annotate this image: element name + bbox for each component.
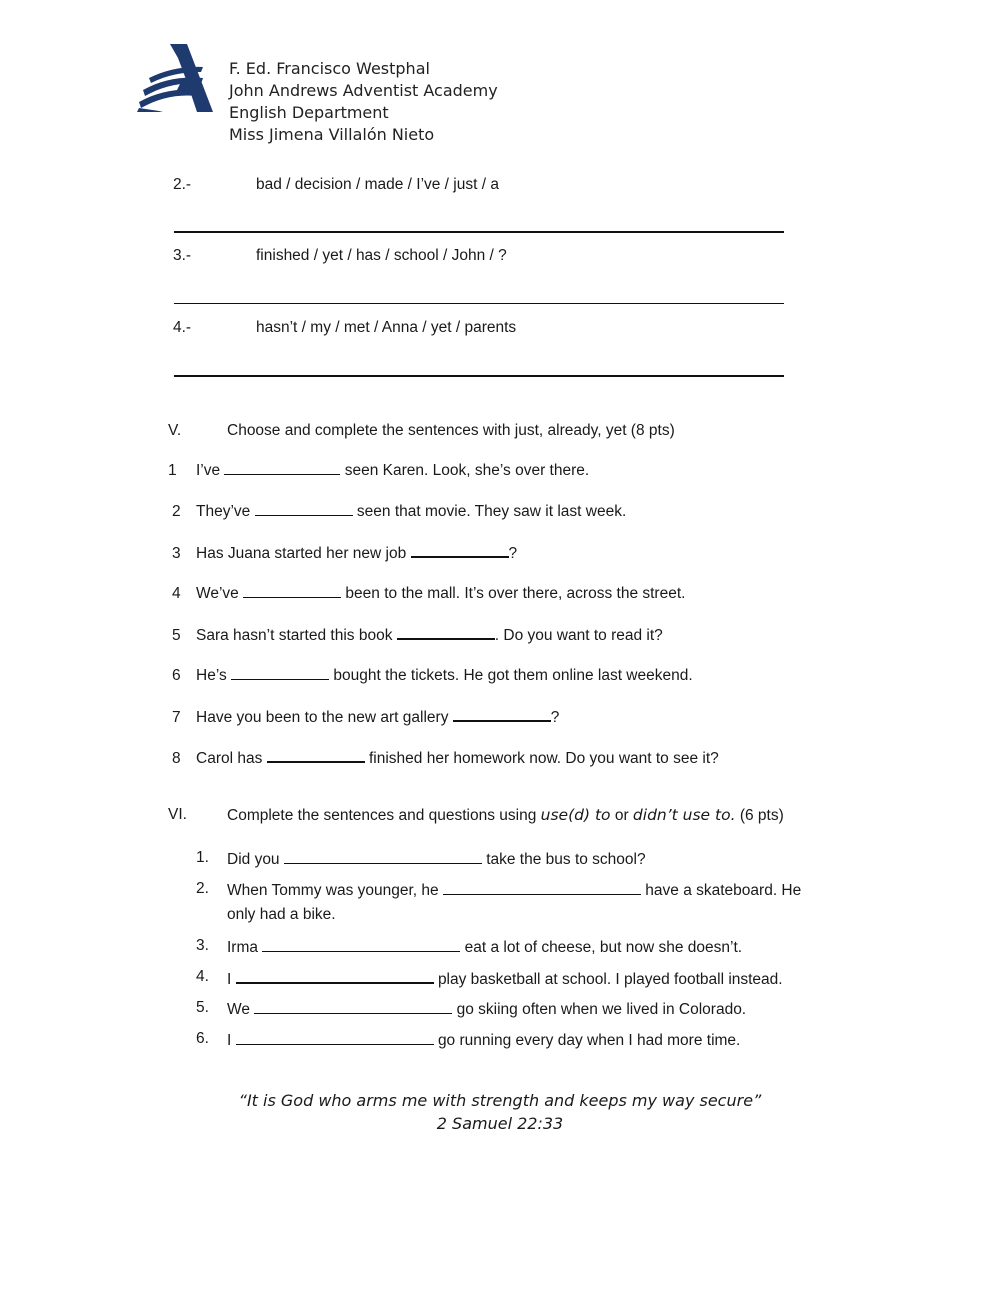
- sentence-start: Sara hasn’t started this book: [196, 627, 393, 644]
- sentence-start: Have you been to the new art gallery: [196, 709, 449, 726]
- section-vi-item-6: [196, 1030, 896, 1050]
- sentence-end: eat a lot of cheese, but now she doesn’t.: [464, 939, 743, 956]
- answer-line[interactable]: [174, 231, 784, 233]
- sentence-start: Did you: [227, 851, 280, 868]
- title-emphasis: use(d) to: [540, 806, 611, 824]
- section-v-item-7: [168, 706, 559, 727]
- quote-reference: 2 Samuel 22:33: [436, 1114, 564, 1133]
- fill-blank[interactable]: [443, 880, 641, 895]
- header-line: John Andrews Adventist Academy: [229, 81, 498, 100]
- section-vi-item-3: [196, 937, 896, 957]
- item-number: 4.-: [173, 319, 192, 336]
- sentence-end: bought the tickets. He got them online last weekend.: [333, 667, 693, 684]
- sentence-start: We’ve: [196, 585, 239, 602]
- item-number: 3: [172, 545, 181, 562]
- sentence-start: They’ve: [196, 503, 251, 520]
- section-title: Choose and complete the sentences with just, already, yet (8 pts): [227, 422, 675, 439]
- fill-blank[interactable]: [224, 460, 340, 475]
- section-number: VI.: [168, 806, 187, 823]
- header-line: Miss Jimena Villalón Nieto: [229, 125, 435, 144]
- fill-blank[interactable]: [411, 542, 509, 558]
- title-text: or: [610, 807, 633, 824]
- sentence-end: seen that movie. They saw it last week.: [356, 503, 627, 520]
- sentence-start: We: [227, 1001, 250, 1018]
- title-text: Complete the sentences and questions using: [227, 807, 541, 824]
- sentence-end: . Do you want to read it?: [494, 627, 663, 644]
- title-emphasis: didn’t use to.: [632, 806, 736, 824]
- fill-blank[interactable]: [236, 968, 434, 984]
- fill-blank[interactable]: [236, 1030, 434, 1045]
- fill-blank[interactable]: [284, 849, 482, 864]
- item-number: 3.: [196, 937, 209, 954]
- sentence-start: He’s: [196, 667, 227, 684]
- scrambled-words: finished / yet / has / school / John / ?: [256, 247, 507, 264]
- sentence-end: play basketball at school. I played football instead.: [437, 971, 783, 988]
- header-line: English Department: [229, 103, 389, 122]
- sentence-start: I: [227, 1032, 232, 1049]
- section-vi-item-2: [196, 880, 896, 926]
- fill-blank[interactable]: [255, 501, 353, 516]
- sentence-end: ?: [550, 709, 560, 726]
- fill-blank[interactable]: [397, 624, 495, 640]
- sentence-end: finished her homework now. Do you want to see it?: [368, 750, 719, 767]
- section-vi-item-1: [196, 849, 896, 869]
- sentence-end: been to the mall. It’s over there, across the street.: [345, 585, 686, 602]
- answer-line[interactable]: [174, 303, 784, 304]
- fill-blank[interactable]: [231, 665, 329, 680]
- section-v-item-1: [168, 460, 589, 480]
- item-number: 6: [172, 667, 181, 684]
- scrambled-words: bad / decision / made / I’ve / just / a: [256, 176, 499, 193]
- section-v-item-6: [168, 665, 693, 685]
- title-text: (6 pts): [735, 807, 784, 824]
- fill-blank[interactable]: [243, 583, 341, 598]
- section-vi-item-4: [196, 968, 896, 988]
- school-header: [229, 58, 498, 146]
- fill-blank[interactable]: [267, 747, 365, 763]
- item-number: 8: [172, 750, 181, 767]
- sentence-start: When Tommy was younger, he: [227, 882, 439, 899]
- sentence-start: I’ve: [196, 462, 221, 479]
- sentence-scramble-3: [173, 247, 873, 267]
- sentence-scramble-2: [173, 176, 873, 196]
- sentence-end: ?: [508, 545, 518, 562]
- item-number: 4.: [196, 968, 209, 985]
- section-vi-heading: [168, 806, 888, 828]
- item-number: 5.: [196, 999, 209, 1016]
- academy-logo-icon: [137, 42, 217, 114]
- item-number: 1: [168, 462, 177, 479]
- sentence-start: I: [227, 971, 232, 988]
- item-number: 7: [172, 709, 181, 726]
- item-number: 4: [172, 585, 181, 602]
- item-number: 1.: [196, 849, 209, 866]
- section-v-item-8: [168, 747, 719, 768]
- sentence-start: Irma: [227, 939, 258, 956]
- item-number: 5: [172, 627, 181, 644]
- scrambled-words: hasn’t / my / met / Anna / yet / parents: [256, 319, 517, 336]
- header-line: F. Ed. Francisco Westphal: [229, 59, 430, 78]
- sentence-start: Carol has: [196, 750, 263, 767]
- item-number: 2: [172, 503, 181, 520]
- sentence-scramble-4: [173, 319, 873, 339]
- item-number: 2.: [196, 880, 209, 897]
- quote-text: “It is God who arms me with strength and keeps my way secure”: [238, 1091, 762, 1110]
- section-v-item-3: [168, 542, 517, 563]
- sentence-continuation: only had a bike.: [227, 906, 336, 923]
- item-number: 2.-: [173, 176, 192, 193]
- sentence-end: take the bus to school?: [486, 851, 646, 868]
- sentence-end: seen Karen. Look, she’s over there.: [344, 462, 590, 479]
- answer-line[interactable]: [174, 375, 784, 377]
- sentence-end: have a skateboard. He: [645, 882, 802, 899]
- sentence-end: go skiing often when we lived in Colorado.: [456, 1001, 747, 1018]
- section-number: V.: [168, 422, 182, 439]
- fill-blank[interactable]: [453, 706, 551, 722]
- section-v-item-2: [168, 501, 626, 521]
- sentence-start: Has Juana started her new job: [196, 545, 407, 562]
- section-v-heading: [168, 422, 868, 442]
- fill-blank[interactable]: [254, 999, 452, 1014]
- fill-blank[interactable]: [262, 937, 460, 952]
- section-v-item-4: [168, 583, 685, 603]
- section-vi-item-5: [196, 999, 896, 1019]
- item-number: 3.-: [173, 247, 192, 264]
- item-number: 6.: [196, 1030, 209, 1047]
- section-v-item-5: [168, 624, 663, 645]
- section-title: [227, 806, 784, 825]
- bible-quote: [0, 1089, 1000, 1135]
- sentence-end: go running every day when I had more time.: [437, 1032, 741, 1049]
